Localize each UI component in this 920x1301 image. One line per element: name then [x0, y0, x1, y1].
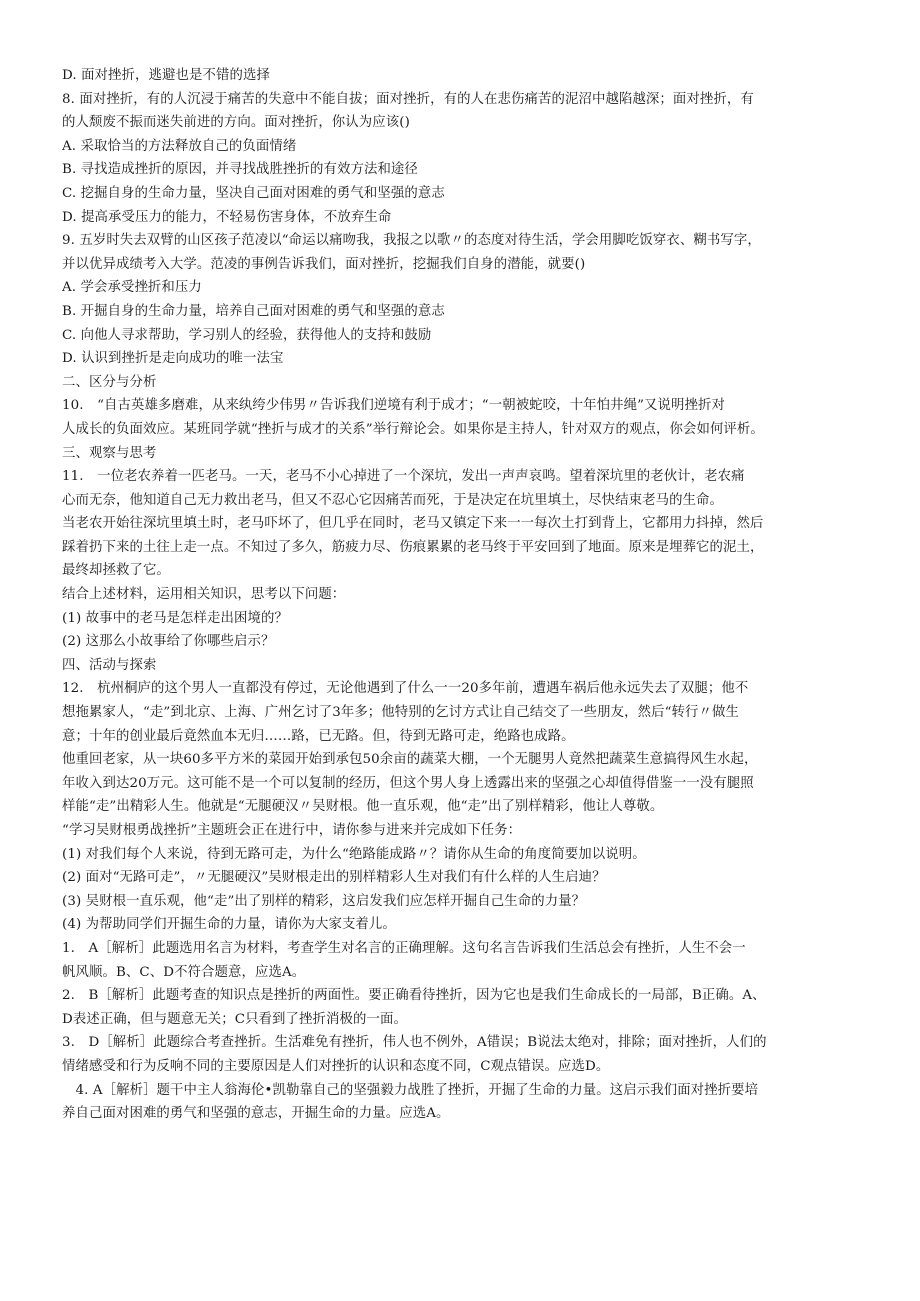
q11-line3: 当老农开始往深坑里填土时，老马吓坏了，但几乎在同时，老马又镇定下来一一每次土打到背上，它都用力抖掉，然后 [62, 516, 764, 532]
q11-sub2: (2) 这那么小故事给了你哪些启示？ [62, 634, 275, 650]
q11-line5: 最终却拯救了它。 [62, 563, 170, 579]
q12-line2: 想拖累家人，“走”到北京、上海、广州乞讨了3年多；他特别的乞讨方式让自己结交了一些朋友，然后“转行〃做生 [62, 705, 740, 721]
q8-option-b: B. 寻找造成挫折的原因，并寻找战胜挫折的有效方法和途径 [62, 162, 418, 178]
q9-option-b: B. 开掘自身的生命力量，培养自己面对困难的勇气和坚强的意志 [62, 303, 445, 319]
q7-option-d: D. 面对挫折，逃避也是不错的选择 [62, 68, 270, 83]
answer-1-line2: 帆风顺。B、C、D不符合题意，应选A。 [62, 964, 306, 980]
q12-sub3: (3) 吴财根一直乐观，他“走”出了别样的精彩，这启发我们应怎样开掘自己生命的力量？ [62, 893, 586, 909]
q11-line2: 心而无奈，他知道自己无力救出老马，但又不忍心它因痛苦而死，于是决定在坑里填土，尽快结束老马的生命。 [62, 492, 724, 508]
answer-2-line1: 2. B［解析］此题考查的知识点是挫折的两面性。要正确看待挫折，因为它也是我们生命成长的一局部，B正确。A、 [62, 988, 766, 1004]
q12-sub1: (1) 对我们每个人来说，待到无路可走，为什么“绝路能成路〃？请你从生命的角度简要加以说明。 [62, 846, 646, 862]
q12-sub4: (4) 为帮助同学们开掘生命的力量，请你为大家支着儿。 [62, 917, 396, 933]
q11-line4: 踩着扔下来的土往上走一点。不知过了多久，筋疲力尽、伤痕累累的老马终于平安回到了地面。原来是埋葬它的泥土， [62, 539, 764, 555]
q9-option-c: C. 向他人寻求帮助，学习别人的经验，获得他人的支持和鼓励 [62, 327, 432, 343]
section3-title: 三、观察与思考 [62, 445, 157, 461]
answer-2-line2: D表述正确，但与题意无关；C只看到了挫折消极的一面。 [62, 1011, 407, 1027]
q8-stem-line2: 的人颓废不振而迷失前进的方向。面对挫折，你认为应该() [62, 115, 410, 131]
q9-option-d: D. 认识到挫折是走向成功的唯一法宝 [62, 351, 284, 367]
answer-4-line2: 养自己面对困难的勇气和坚强的意志，开掘生命的力量。应选A。 [62, 1106, 450, 1122]
q12-line4: 他重回老家，从一块60多平方米的菜园开始到承包50余亩的蔬菜大棚，一个无腿男人竟然把蔬菜生意搞得风生水起， [62, 752, 758, 768]
answer-4-line1: 4. A［解析］题干中主人翁海伦•凯勒靠自己的坚强毅力战胜了挫折，开掘了生命的力量。这启示我们面对挫折要培 [62, 1082, 759, 1098]
section2-title: 二、区分与分析 [62, 374, 157, 390]
q9-stem-line2: 并以优异成绩考入大学。范凌的事例告诉我们，面对挫折，挖掘我们自身的潜能，就要() [62, 256, 586, 272]
q9-option-a: A. 学会承受挫折和压力 [62, 280, 202, 296]
answer-3-line2: 情绪感受和行为反响不同的主要原因是人们对挫折的认识和态度不同，C观点错误。应选D。 [62, 1058, 610, 1074]
section4-title: 四、活动与探索 [62, 657, 157, 673]
answer-3-line1: 3. D［解析］此题综合考查挫折。生活难免有挫折，伟人也不例外，A错误；B说法太绝对，排除；面对挫折，人们的 [62, 1035, 767, 1051]
document-page [62, 64, 868, 1126]
q12-line7: “学习吴财根勇战挫折”主题班会正在进行中，请你参与进来并完成如下任务： [62, 823, 522, 838]
q12-line6: 样能“走”出精彩人生。他就是“无腿硬汉〃吴财根。他一直乐观，他“走”出了别样精彩，他让人尊敬。 [62, 799, 664, 815]
q12-line3: 意；十年的创业最后竟然血本无归……路，已无路。但，待到无路可走，绝路也成路。 [62, 728, 575, 744]
q10-line2: 人成长的负面效应。某班同学就“挫折与成才的关系”举行辩论会。如果你是主持人，针对双方的观点，你会如何评析。 [62, 421, 764, 437]
answer-1-line1: 1. A［解析］此题选用名言为材料，考查学生对名言的正确理解。这句名言告诉我们生活总会有挫折，人生不会一 [62, 940, 746, 956]
q8-option-c: C. 挖掘自身的生命力量，坚决自己面对困难的勇气和坚强的意志 [62, 185, 445, 201]
q8-option-a: A. 采取恰当的方法释放自己的负面情绪 [62, 138, 297, 154]
q12-sub2: (2) 面对“无路可走”，〃无腿硬汉”吴财根走出的别样精彩人生对我们有什么样的人生启迪？ [62, 870, 606, 886]
q8-stem-line1: 8. 面对挫折，有的人沉浸于痛苦的失意中不能自拔；面对挫折，有的人在悲伤痛苦的泥沼中越陷越深；面对挫折，有 [62, 91, 754, 107]
q9-stem-line1: 9. 五岁时失去双臂的山区孩子范凌以“命运以痛吻我，我报之以歌〃的态度对待生活，学会用脚吃饭穿衣、糊书写字， [62, 233, 761, 249]
q12-line1: 12. 杭州桐庐的这个男人一直都没有停过，无论他遇到了什么一一20多年前，遭遇车祸后他永远失去了双腿；他不 [62, 681, 749, 697]
q11-sub1: (1) 故事中的老马是怎样走出困境的？ [62, 610, 288, 626]
q11-line6: 结合上述材料，运用相关知识，思考以下问题： [62, 587, 346, 603]
q11-line1: 11. 一位老农养着一匹老马。一天，老马不小心掉进了一个深坑，发出一声声哀鸣。望着深坑里的老伙计，老农痛 [62, 469, 745, 485]
q10-line1: 10. “自古英雄多磨难，从来纨绔少伟男〃告诉我们逆境有利于成才；“一朝被蛇咬，十年怕井绳”又说明挫折对 [62, 398, 725, 414]
q12-line5: 年收入到达20万元。这可能不是一个可以复制的经历，但这个男人身上透露出来的坚强之心却值得借鉴一一没有腿照 [62, 775, 754, 791]
q8-option-d: D. 提高承受压力的能力，不轻易伤害身体，不放弃生命 [62, 209, 392, 225]
